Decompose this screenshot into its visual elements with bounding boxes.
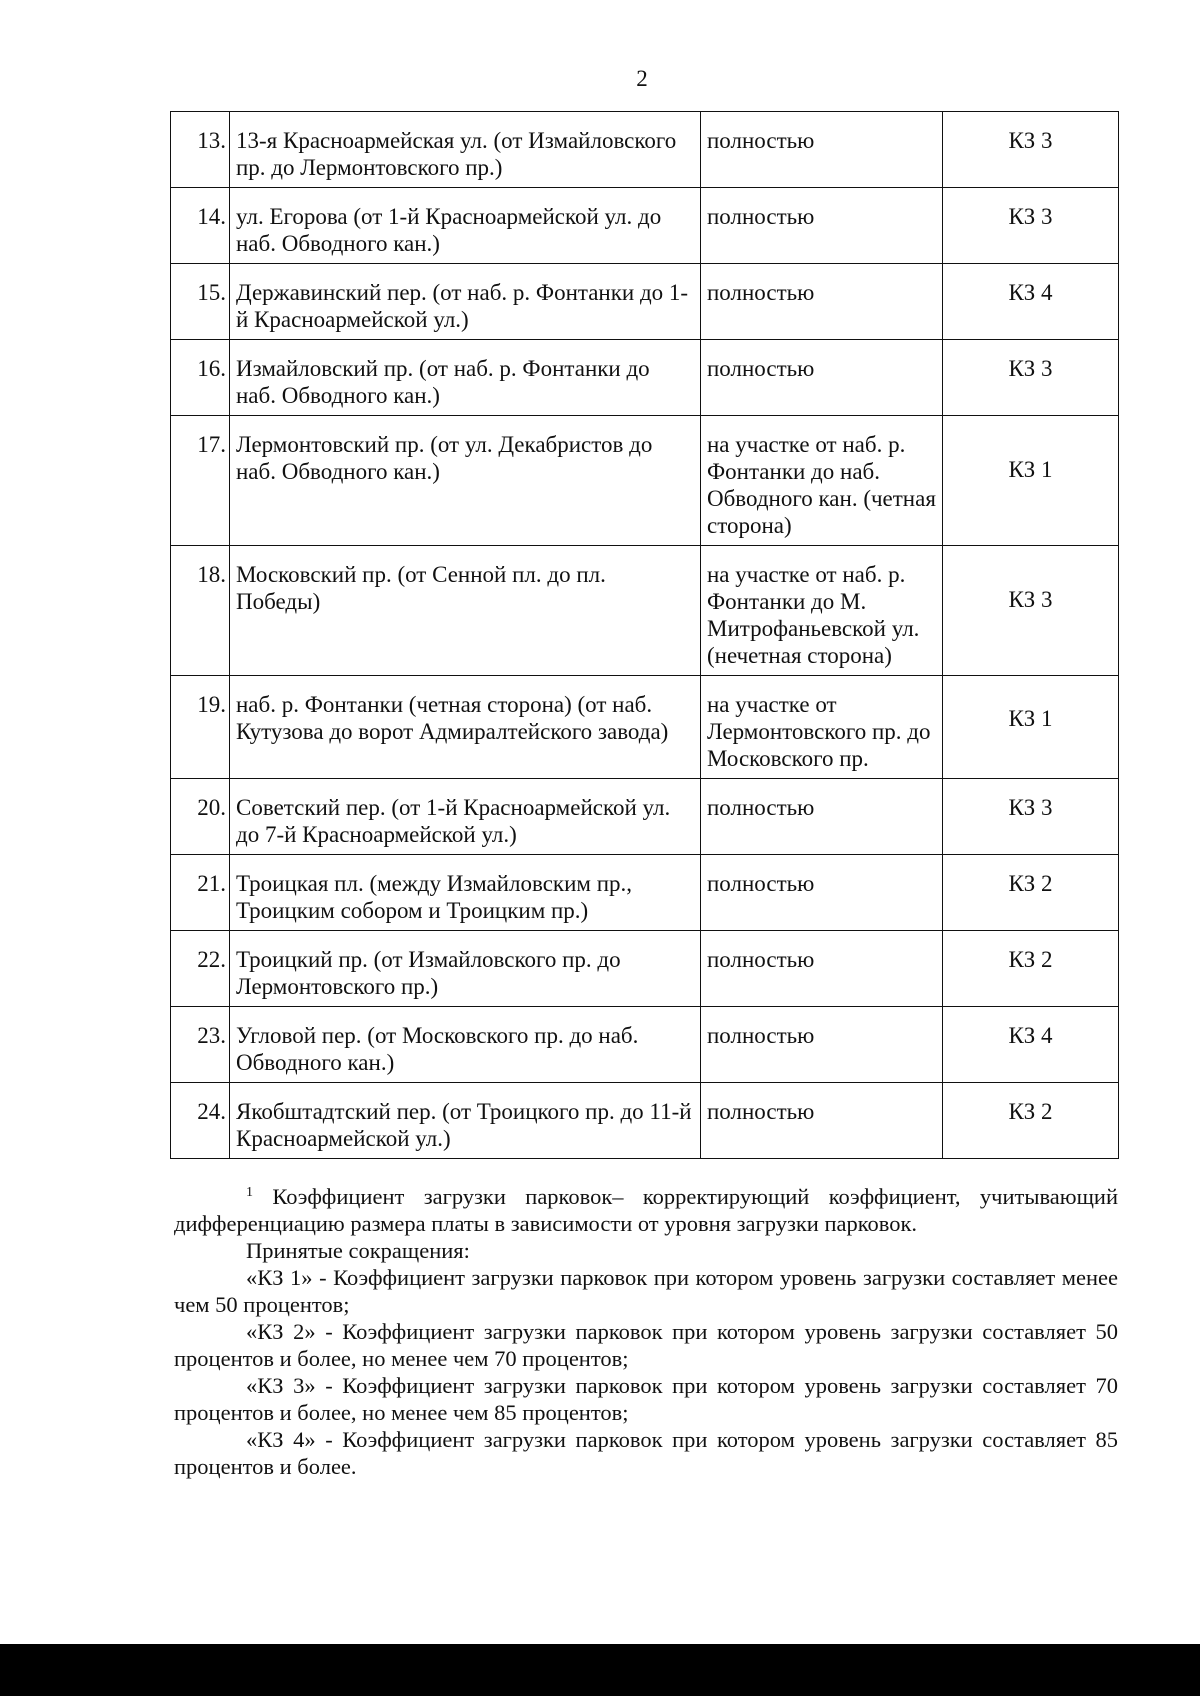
footnote-marker: 1 [246, 1185, 253, 1200]
street-extent: полностью [701, 779, 943, 855]
row-number: 17. [171, 416, 230, 546]
footnotes [174, 1183, 1118, 1480]
footnote-definition-text: Коэффициент загрузки парковок– корректирующий коэффициент, учитывающий дифференциацию размера платы в зависимости от уровня загрузки парковок. [174, 1184, 1118, 1236]
table-row [171, 188, 1119, 264]
page-number: 2 [636, 66, 648, 91]
street-name: Московский пр. (от Сенной пл. до пл. Победы) [230, 546, 701, 676]
street-extent: полностью [701, 931, 943, 1007]
load-coefficient: КЗ 3 [943, 112, 1119, 188]
scan-bottom-border [0, 1644, 1200, 1696]
table-row [171, 264, 1119, 340]
footnote-definition [174, 1183, 1118, 1237]
table-row [171, 779, 1119, 855]
street-name: Советский пер. (от 1-й Красноармейской ул. до 7-й Красноармейской ул.) [230, 779, 701, 855]
abbreviation-item: «КЗ 2» - Коэффициент загрузки парковок при котором уровень загрузки составляет 50 процентов и более, но менее чем 70 процентов; [174, 1319, 1118, 1371]
street-name: Державинский пер. (от наб. р. Фонтанки до 1-й Красноармейской ул.) [230, 264, 701, 340]
street-extent: на участке от наб. р. Фонтанки до М. Митрофаньевской ул. (нечетная сторона) [701, 546, 943, 676]
load-coefficient: КЗ 4 [943, 264, 1119, 340]
load-coefficient: КЗ 3 [943, 779, 1119, 855]
load-coefficient: КЗ 2 [943, 1083, 1119, 1159]
table-row [171, 340, 1119, 416]
row-number: 23. [171, 1007, 230, 1083]
load-coefficient: КЗ 3 [943, 546, 1119, 676]
load-coefficient: КЗ 1 [943, 676, 1119, 779]
table-row [171, 931, 1119, 1007]
street-name: Измайловский пр. (от наб. р. Фонтанки до наб. Обводного кан.) [230, 340, 701, 416]
row-number: 19. [171, 676, 230, 779]
street-name: Троицкий пр. (от Измайловского пр. до Лермонтовского пр.) [230, 931, 701, 1007]
table-row [171, 676, 1119, 779]
row-number: 22. [171, 931, 230, 1007]
row-number: 15. [171, 264, 230, 340]
row-number: 20. [171, 779, 230, 855]
load-coefficient: КЗ 2 [943, 931, 1119, 1007]
load-coefficient: КЗ 2 [943, 855, 1119, 931]
street-extent: полностью [701, 112, 943, 188]
row-number: 16. [171, 340, 230, 416]
load-coefficient: КЗ 4 [943, 1007, 1119, 1083]
street-extent: на участке от наб. р. Фонтанки до наб. Обводного кан. (четная сторона) [701, 416, 943, 546]
table-row [171, 416, 1119, 546]
street-name: 13-я Красноармейская ул. (от Измайловского пр. до Лермонтовского пр.) [230, 112, 701, 188]
row-number: 24. [171, 1083, 230, 1159]
table-row [171, 855, 1119, 931]
street-name: Якобштадтский пер. (от Троицкого пр. до 11-й Красноармейской ул.) [230, 1083, 701, 1159]
load-coefficient: КЗ 3 [943, 188, 1119, 264]
row-number: 18. [171, 546, 230, 676]
street-name: Троицкая пл. (между Измайловским пр., Троицким собором и Троицким пр.) [230, 855, 701, 931]
street-extent: полностью [701, 188, 943, 264]
abbreviation-item: «КЗ 3» - Коэффициент загрузки парковок при котором уровень загрузки составляет 70 процентов и более, но менее чем 85 процентов; [174, 1373, 1118, 1425]
abbreviation-item: «КЗ 1» - Коэффициент загрузки парковок при котором уровень загрузки составляет менее чем 50 процентов; [174, 1265, 1118, 1317]
street-name: ул. Егорова (от 1-й Красноармейской ул. до наб. Обводного кан.) [230, 188, 701, 264]
table-row [171, 546, 1119, 676]
street-extent: полностью [701, 1007, 943, 1083]
street-extent: полностью [701, 1083, 943, 1159]
street-name: Лермонтовский пр. (от ул. Декабристов до наб. Обводного кан.) [230, 416, 701, 546]
table-row [171, 1083, 1119, 1159]
street-extent: полностью [701, 340, 943, 416]
street-extent: на участке от Лермонтовского пр. до Московского пр. [701, 676, 943, 779]
table-row [171, 112, 1119, 188]
street-extent: полностью [701, 855, 943, 931]
load-coefficient: КЗ 1 [943, 416, 1119, 546]
table-row [171, 1007, 1119, 1083]
street-name: наб. р. Фонтанки (четная сторона) (от наб. Кутузова до ворот Адмиралтейского завода) [230, 676, 701, 779]
parking-streets-table [170, 111, 1119, 1159]
abbreviations-heading: Принятые сокращения: [246, 1238, 470, 1263]
street-name: Угловой пер. (от Московского пр. до наб. Обводного кан.) [230, 1007, 701, 1083]
row-number: 14. [171, 188, 230, 264]
abbreviation-item: «КЗ 4» - Коэффициент загрузки парковок при котором уровень загрузки составляет 85 процентов и более. [174, 1427, 1118, 1479]
row-number: 13. [171, 112, 230, 188]
load-coefficient: КЗ 3 [943, 340, 1119, 416]
row-number: 21. [171, 855, 230, 931]
street-extent: полностью [701, 264, 943, 340]
